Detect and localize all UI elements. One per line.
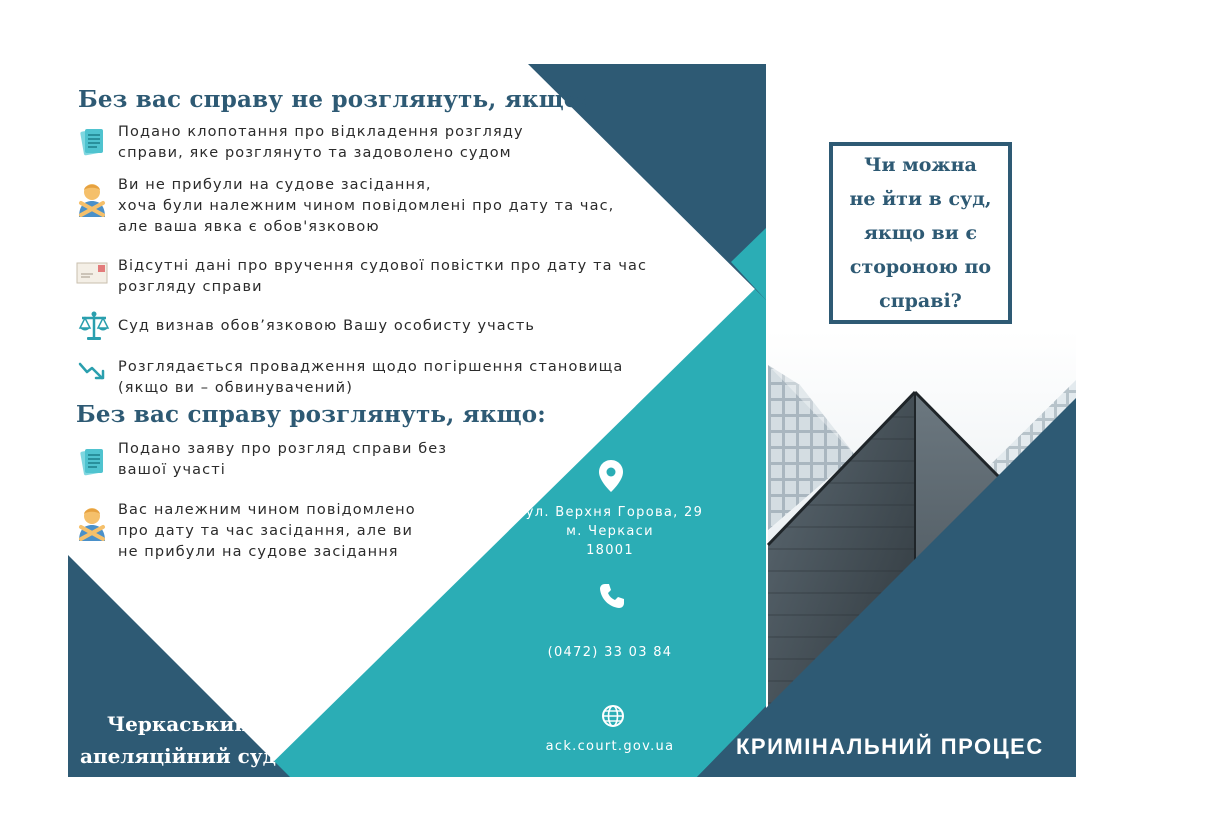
person-crossed-arms-icon <box>75 505 109 541</box>
court-name: Черкаський апеляційний суд <box>80 712 276 768</box>
phone-icon <box>598 582 626 610</box>
list-item: Вас належним чином повідомлено про дату та час засідання, але ви не прибули на судове засідання <box>118 502 416 560</box>
list-item: Суд визнав обов’язковою Вашу особисту участь <box>118 318 536 334</box>
question-text: Чи можна не йти в суд, якщо ви є стороною по справі? <box>849 154 992 312</box>
list-item: Розглядається провадження щодо погіршення становища (якщо ви – обвинувачений) <box>118 359 624 396</box>
person-crossed-arms-icon <box>75 181 109 217</box>
trend-down-icon <box>78 360 106 382</box>
list-item: Відсутні дані про вручення судової повістки про дату та час розгляду справи <box>118 258 648 295</box>
phone-number[interactable]: (0472) 33 03 84 <box>547 645 673 660</box>
website-link[interactable]: ack.court.gov.ua <box>545 739 675 754</box>
document-icon <box>76 126 108 158</box>
list-item: Подано заяву про розгляд справи без вашої участі <box>118 441 448 478</box>
scales-icon <box>78 310 110 342</box>
list-item: Подано клопотання про відкладення розгляду справи, яке розглянуто та задоволено судом <box>118 124 524 161</box>
heading-without-you-not-heard: Без вас справу не розглянуть, якщо: <box>78 86 589 113</box>
process-title: КРИМІНАЛЬНИЙ ПРОЦЕС <box>736 734 1044 759</box>
globe-icon <box>601 704 625 728</box>
document-icon <box>76 446 108 478</box>
heading-without-you-heard: Без вас справу розглянуть, якщо: <box>76 401 546 428</box>
address: вул. Верхня Горова, 29 м. Черкаси 18001 <box>516 505 704 558</box>
location-pin-icon <box>598 459 624 493</box>
list-item: Ви не прибули на судове засідання, хоча були належним чином повідомлені про дату та час, але ваша явка є обов'язковою <box>118 177 615 235</box>
question-box <box>829 142 1012 324</box>
envelope-icon <box>76 262 108 284</box>
